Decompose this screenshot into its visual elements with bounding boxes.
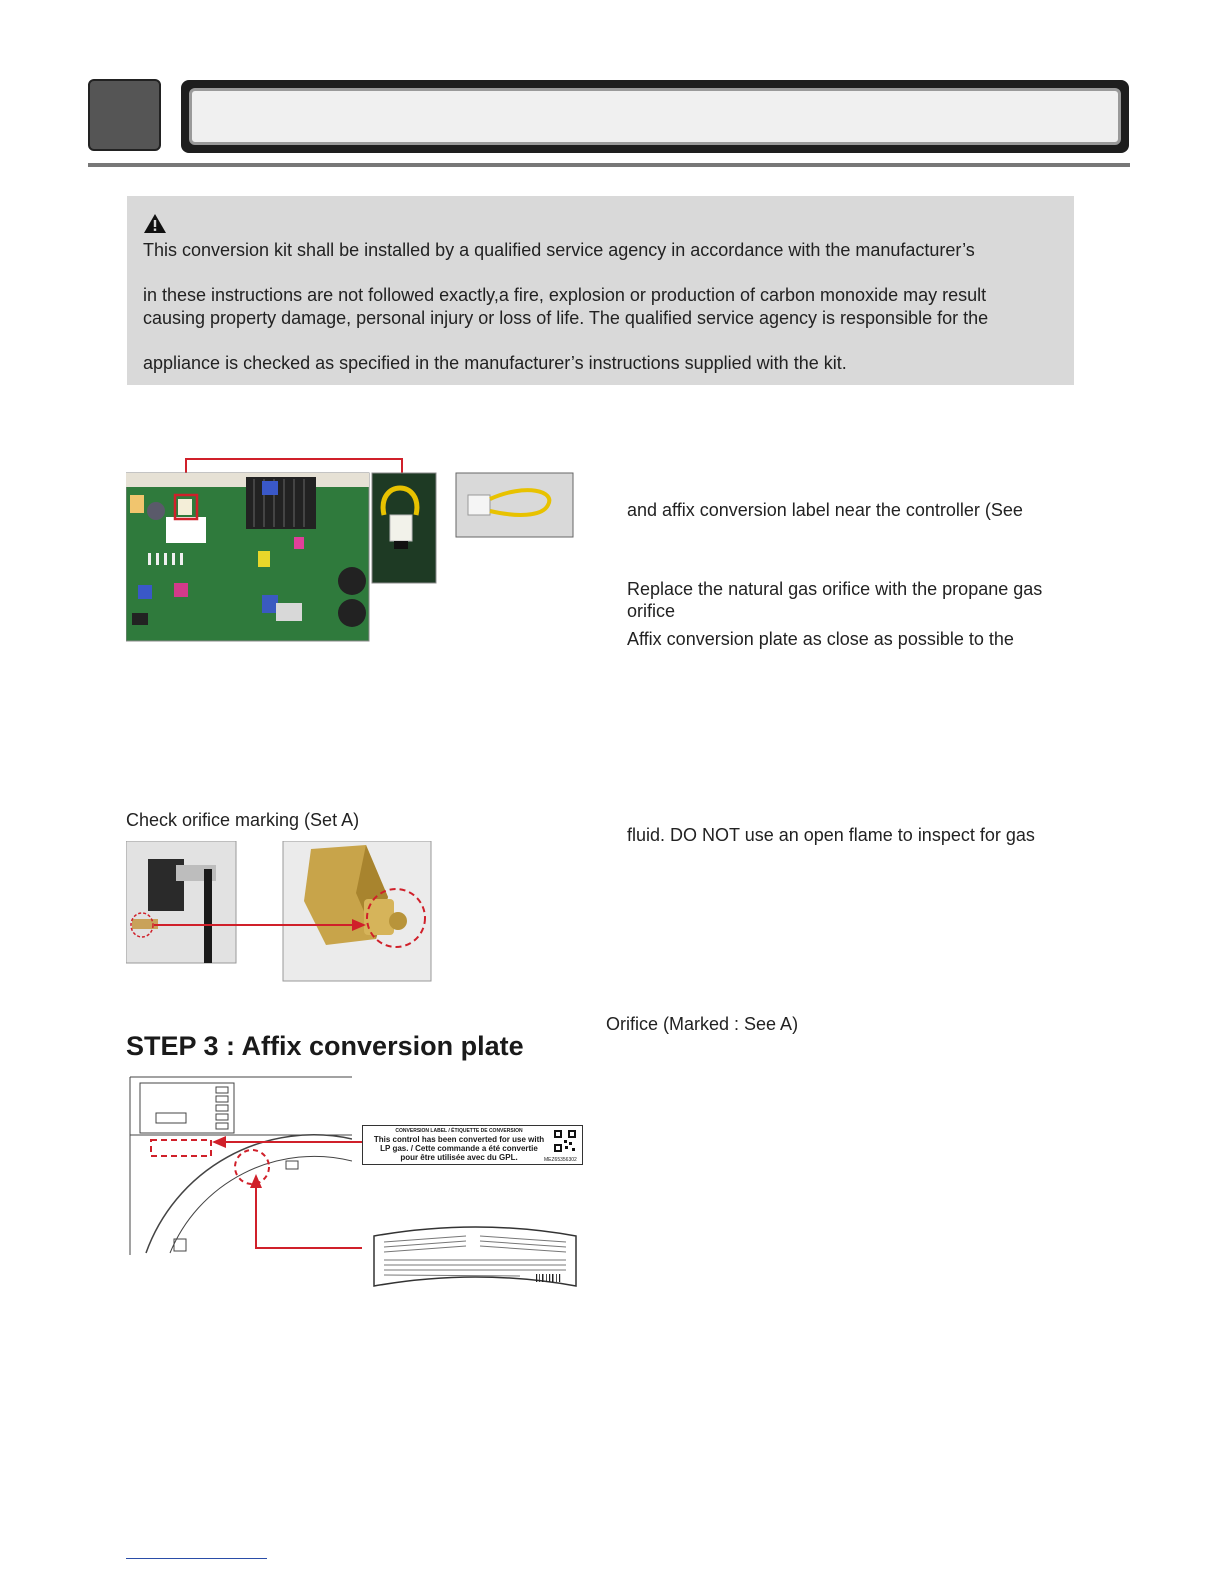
- step-text-label-location: and affix conversion label near the controller (See: [627, 500, 1023, 520]
- section-number-box: [88, 79, 161, 151]
- qr-code-icon: [553, 1129, 577, 1153]
- orifice-marked-caption: Orifice (Marked : See A): [606, 1014, 799, 1034]
- step-text-orifice: orifice: [627, 601, 676, 621]
- warning-triangle-icon: [143, 213, 167, 234]
- step-text-leak-check: fluid. DO NOT use an open flame to inspect for gas: [627, 825, 1035, 845]
- step-text-affix-plate: Affix conversion plate as close as possible to the: [627, 629, 1014, 649]
- footer-link-underline: [126, 1558, 267, 1559]
- caution-line-3: causing property damage, personal injury or loss of life. The qualified service agency is responsible for the: [143, 308, 989, 328]
- step-text-replace-orifice: Replace the natural gas orifice with the propane gas: [627, 579, 1043, 599]
- header-divider: [88, 163, 1130, 167]
- conversion-label-line3: pour être utilisée avec du GPL.: [400, 1153, 518, 1162]
- label-callout-arrows: [200, 1130, 370, 1255]
- caution-line-2: in these instructions are not followed exactly,a fire, explosion or production of carbon monoxide may result: [143, 285, 987, 305]
- section-title-bar: [181, 80, 1129, 153]
- orifice-figure: [126, 841, 432, 982]
- step3-heading: STEP 3 : Affix conversion plate: [126, 1031, 524, 1061]
- orifice-marking-caption: Check orifice marking (Set A): [126, 810, 360, 830]
- conversion-plate-image: [370, 1222, 582, 1294]
- caution-line-1: This conversion kit shall be installed by a qualified service agency in accordance with the manufacturer’s: [143, 240, 975, 260]
- control-board-figure: [126, 455, 576, 645]
- caution-box: [127, 196, 1074, 385]
- conversion-label-line2: LP gas. / Cette commande a été convertie: [380, 1144, 538, 1153]
- conversion-label-line1: This control has been converted for use with: [373, 1135, 545, 1144]
- conversion-label-image: [362, 1125, 583, 1165]
- conversion-label-code: MEZ65356302: [544, 1157, 577, 1163]
- conversion-label-title: CONVERSION LABEL / ÉTIQUETTE DE CONVERSION: [395, 1128, 523, 1134]
- section-title-bar-inner: [189, 88, 1121, 145]
- caution-line-4: appliance is checked as specified in the manufacturer’s instructions supplied with the kit.: [143, 353, 847, 373]
